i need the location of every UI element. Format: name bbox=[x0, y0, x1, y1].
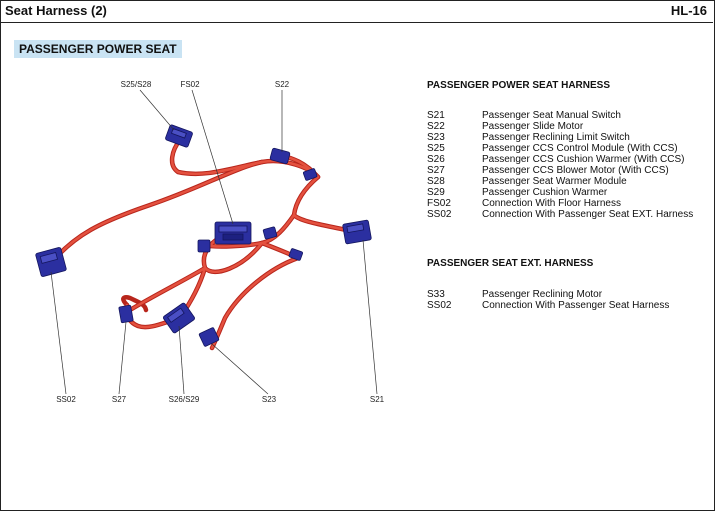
harness-diagram bbox=[0, 60, 420, 410]
legend-code: SS02 bbox=[427, 209, 452, 220]
legend-desc: Passenger Seat Warmer Module bbox=[482, 176, 627, 187]
legend-item bbox=[427, 121, 693, 132]
legend-code: S23 bbox=[427, 132, 445, 143]
callout-s25-s28: S25/S28 bbox=[120, 80, 152, 89]
harness-legend-list bbox=[427, 110, 693, 220]
legend-code: S22 bbox=[427, 121, 445, 132]
legend-code: S28 bbox=[427, 176, 445, 187]
legend-code: S26 bbox=[427, 154, 445, 165]
legend-code: SS02 bbox=[427, 300, 452, 311]
legend-desc: Passenger Cushion Warmer bbox=[482, 187, 608, 198]
callout-fs02: FS02 bbox=[180, 80, 200, 89]
connector-fs02 bbox=[215, 222, 251, 244]
section-tag: PASSENGER POWER SEAT bbox=[14, 40, 182, 58]
legend-item bbox=[427, 209, 693, 220]
legend-desc: Passenger CCS Cushion Warmer (With CCS) bbox=[482, 154, 685, 165]
legend-item bbox=[427, 176, 693, 187]
legend-desc: Passenger Seat Manual Switch bbox=[482, 110, 621, 121]
legend-desc: Passenger CCS Control Module (With CCS) bbox=[482, 143, 678, 154]
ext-legend-list bbox=[427, 289, 669, 311]
callout-s22: S22 bbox=[274, 80, 290, 89]
legend-item bbox=[427, 110, 693, 121]
legend-desc: Passenger CCS Blower Motor (With CCS) bbox=[482, 165, 669, 176]
page-code: HL-16 bbox=[670, 3, 707, 18]
legend-code: S25 bbox=[427, 143, 445, 154]
page-header bbox=[0, 0, 713, 23]
legend-code: S27 bbox=[427, 165, 445, 176]
legend-item bbox=[427, 132, 693, 143]
legend-desc: Passenger Reclining Limit Switch bbox=[482, 132, 630, 143]
callout-s23: S23 bbox=[261, 395, 277, 404]
callout-ss02: SS02 bbox=[56, 395, 76, 404]
page-title: Seat Harness (2) bbox=[5, 3, 107, 18]
legend-item bbox=[427, 300, 669, 311]
connector-s27 bbox=[119, 305, 134, 323]
legend-code: S29 bbox=[427, 187, 445, 198]
ext-legend-title: PASSENGER SEAT EXT. HARNESS bbox=[427, 258, 594, 269]
callout-s26-s29: S26/S29 bbox=[168, 395, 200, 404]
legend-desc: Connection With Floor Harness bbox=[482, 198, 621, 209]
connectors bbox=[35, 124, 371, 346]
legend-desc: Passenger Reclining Motor bbox=[482, 289, 603, 300]
legend-item bbox=[427, 165, 693, 176]
harness-legend-title: PASSENGER POWER SEAT HARNESS bbox=[427, 80, 610, 91]
legend-desc: Connection With Passenger Seat EXT. Harness bbox=[482, 209, 694, 220]
legend-item bbox=[427, 154, 693, 165]
legend-desc: Passenger Slide Motor bbox=[482, 121, 584, 132]
connector-s21 bbox=[342, 220, 371, 244]
callout-s21: S21 bbox=[369, 395, 385, 404]
legend-item bbox=[427, 143, 693, 154]
legend-code: S33 bbox=[427, 289, 445, 300]
legend-code: S21 bbox=[427, 110, 445, 121]
legend-desc: Connection With Passenger Seat Harness bbox=[482, 300, 670, 311]
connector-small-left bbox=[198, 240, 210, 252]
callout-s27: S27 bbox=[111, 395, 127, 404]
legend-item bbox=[427, 289, 669, 300]
legend-code: FS02 bbox=[427, 198, 451, 209]
legend-item bbox=[427, 187, 693, 198]
legend-item bbox=[427, 198, 693, 209]
connector-s25-s28 bbox=[165, 124, 193, 147]
